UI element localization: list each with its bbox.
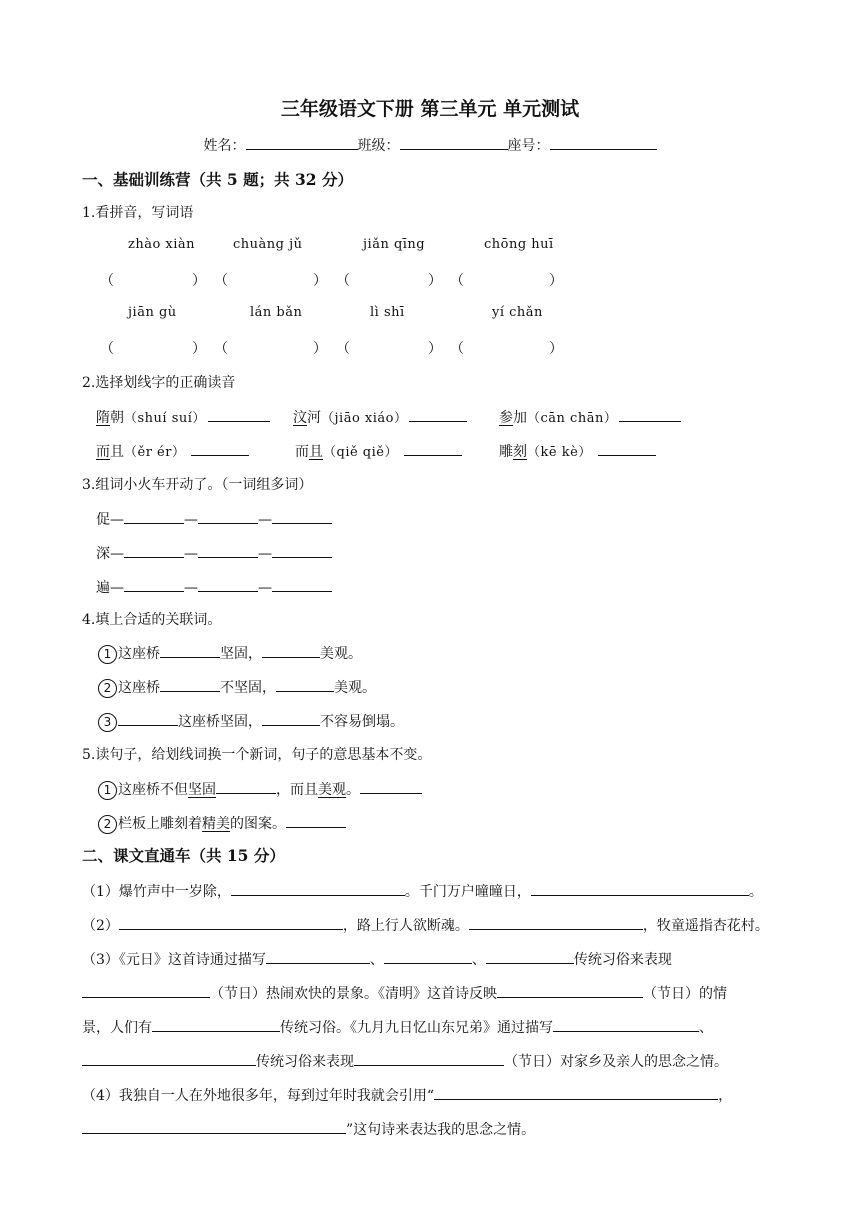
answer-blank[interactable] (384, 948, 472, 964)
answer-blank[interactable] (354, 1050, 504, 1066)
char: 朝 (110, 410, 124, 426)
answer-blank[interactable] (152, 1016, 280, 1032)
s2-item-3-line3 (82, 1016, 713, 1037)
answer-blank[interactable] (82, 1050, 256, 1066)
q4-sentence-1 (98, 642, 362, 664)
pinyin-6: lán bǎn (250, 305, 303, 320)
s2-item-4-line2 (82, 1118, 535, 1139)
text: 美观。 (334, 680, 376, 696)
text: （3）《元日》这首诗通过描写 (82, 952, 266, 968)
answer-blank[interactable] (272, 542, 332, 558)
q2-item-1 (96, 406, 270, 427)
answer-blank[interactable] (497, 982, 643, 998)
dash: — (184, 580, 198, 596)
dash: — (184, 512, 198, 528)
q3-row-1 (96, 508, 332, 529)
answer-blank[interactable] (404, 440, 462, 456)
q4-prompt: 4.填上合适的关联词。 (82, 612, 222, 628)
q3-row-2 (96, 542, 332, 563)
paren-close-7: ） (428, 341, 442, 357)
char: 深 (96, 546, 110, 562)
paren-open-8: （ (450, 341, 464, 357)
paren-open-5: （ (100, 341, 114, 357)
class-label: 班级： (357, 138, 400, 154)
circled-number: 2 (98, 815, 117, 834)
answer-blank[interactable] (82, 982, 210, 998)
text: 、 (369, 952, 384, 968)
text: （2） (82, 918, 119, 934)
student-info-line (0, 133, 860, 155)
name-label: 姓名： (203, 138, 246, 154)
underlined-word: 坚固 (188, 782, 216, 798)
q2-item-5 (295, 440, 462, 461)
answer-blank[interactable] (469, 914, 643, 930)
text: （节日）热闹欢快的景象。《清明》这首诗反映 (210, 986, 497, 1002)
q2-item-4 (96, 440, 249, 461)
text: 、 (699, 1020, 713, 1036)
dash: — (258, 580, 272, 596)
s2-item-4-line1 (82, 1084, 732, 1105)
paren-open-3: （ (336, 273, 350, 289)
circled-number: 3 (98, 713, 117, 732)
paren-open-7: （ (336, 341, 350, 357)
underlined-char: 参 (499, 410, 513, 426)
answer-blank[interactable] (160, 642, 220, 658)
paren-open-6: （ (214, 341, 228, 357)
answer-blank[interactable] (531, 880, 749, 896)
text: ，路上行人欲断魂。 (342, 918, 469, 934)
q4-sentence-3 (98, 710, 404, 732)
text: （节日）的情 (643, 986, 727, 1002)
q5-sentence-2 (98, 812, 346, 834)
circled-number: 1 (98, 645, 117, 664)
answer-blank[interactable] (262, 710, 320, 726)
text: 这座桥 (118, 680, 160, 696)
answer-blank[interactable] (198, 576, 258, 592)
paren-close-2: ） (313, 273, 327, 289)
pinyin-5: jiān gù (128, 305, 177, 320)
text: 传统习俗来表现 (256, 1054, 354, 1070)
char: 且 (110, 444, 124, 460)
answer-blank[interactable] (124, 576, 184, 592)
s2-item-3-line1 (82, 948, 672, 969)
dash: — (184, 546, 198, 562)
answer-blank[interactable] (198, 508, 258, 524)
q2-item-6 (499, 440, 656, 461)
answer-blank[interactable] (266, 948, 370, 964)
pinyin-8: yí chǎn (492, 305, 543, 320)
q5-sentence-1 (98, 778, 422, 800)
underlined-char: 隋 (96, 410, 110, 426)
answer-blank[interactable] (272, 576, 332, 592)
paren-close-3: ） (428, 273, 442, 289)
pinyin-options: （cān chān） (527, 411, 618, 426)
answer-blank[interactable] (119, 914, 343, 930)
section2-heading: 二、课文直通车（共 15 分） (82, 846, 285, 865)
paren-open-4: （ (450, 273, 464, 289)
text: 不坚固， (220, 680, 276, 696)
dash: — (110, 580, 124, 596)
answer-blank[interactable] (272, 508, 332, 524)
text: 这座桥不但 (118, 782, 188, 798)
text: 景，人们有 (82, 1020, 152, 1036)
text: （节日）对家乡及亲人的思念之情。 (504, 1054, 728, 1070)
answer-blank[interactable] (276, 676, 334, 692)
answer-blank[interactable] (82, 1118, 346, 1134)
answer-blank[interactable] (434, 1084, 718, 1100)
q4-sentence-2 (98, 676, 376, 698)
text: ，而且 (276, 782, 318, 798)
answer-blank[interactable] (124, 542, 184, 558)
dash: — (110, 546, 124, 562)
pinyin-7: lì shī (370, 305, 405, 320)
text: 、 (471, 952, 486, 968)
char: 雕 (499, 444, 513, 460)
underlined-char: 汶 (293, 410, 307, 426)
section1-heading: 一、基础训练营（共 5 题；共 32 分） (82, 170, 353, 189)
answer-blank[interactable] (216, 778, 276, 794)
class-blank[interactable] (400, 133, 508, 150)
text: ，牧童遥指杏花村。 (642, 918, 769, 934)
pinyin-3: jiǎn qīng (363, 237, 426, 252)
paren-close-4: ） (549, 273, 563, 289)
char: 遍 (96, 580, 110, 596)
underlined-word: 美观 (318, 782, 346, 798)
answer-blank[interactable] (553, 1016, 699, 1032)
answer-blank[interactable] (486, 948, 574, 964)
text: 。 (748, 884, 763, 900)
answer-blank[interactable] (160, 676, 220, 692)
answer-blank[interactable] (191, 440, 249, 456)
seat-blank[interactable] (550, 133, 657, 150)
answer-blank[interactable] (231, 880, 405, 896)
page-title: 三年级语文下册 第三单元 单元测试 (280, 98, 580, 120)
pinyin-options: （shuí suí） (124, 411, 206, 426)
text: 这座桥 (118, 646, 160, 662)
q5-prompt: 5.读句子，给划线词换一个新词，句子的意思基本不变。 (82, 747, 432, 763)
char: 促 (96, 512, 110, 528)
circled-number: 1 (98, 781, 117, 800)
answer-blank[interactable] (124, 508, 184, 524)
s2-item-3-line2 (82, 982, 727, 1003)
q2-item-3 (499, 406, 681, 427)
text: 传统习俗来表现 (573, 952, 672, 968)
q3-row-3 (96, 576, 332, 597)
text: 传统习俗。《九月九日忆山东兄弟》通过描写 (280, 1020, 553, 1036)
text: 。 (346, 782, 360, 798)
underlined-char: 且 (309, 444, 323, 460)
q2-prompt: 2.选择划线字的正确读音 (82, 375, 236, 391)
text: （1）爆竹声中一岁除， (82, 884, 231, 900)
text: 这座桥坚固， (178, 714, 262, 730)
answer-blank[interactable] (198, 542, 258, 558)
pinyin-1: zhào xiàn (128, 237, 196, 252)
pinyin-options: （jiāo xiáo） (321, 411, 408, 426)
answer-blank[interactable] (118, 710, 178, 726)
paren-close-6: ） (313, 341, 327, 357)
pinyin-options: （ěr ér） (124, 445, 186, 460)
dash: — (110, 512, 124, 528)
text: ， (718, 1088, 733, 1104)
name-blank[interactable] (246, 133, 358, 150)
char: 加 (513, 410, 527, 426)
paren-open-2: （ (214, 273, 228, 289)
q2-item-2 (293, 406, 467, 427)
q1-prompt: 1.看拼音，写词语 (82, 205, 194, 221)
dash: — (258, 546, 272, 562)
answer-blank[interactable] (619, 406, 681, 422)
pinyin-options: （qiě qiě） (323, 445, 398, 460)
text: 美观。 (320, 646, 362, 662)
q3-prompt: 3.组词小火车开动了。（一词组多词） (82, 477, 313, 493)
underlined-char: 而 (96, 444, 110, 460)
char: 河 (307, 410, 321, 426)
text: 。千门万户曈曈日， (404, 884, 531, 900)
answer-blank[interactable] (286, 812, 346, 828)
text: 坚固， (220, 646, 262, 662)
answer-blank[interactable] (598, 440, 656, 456)
answer-blank[interactable] (262, 642, 320, 658)
underlined-char: 刻 (513, 444, 527, 460)
answer-blank[interactable] (409, 406, 467, 422)
paren-close-8: ） (549, 341, 563, 357)
underlined-word: 精美 (202, 816, 230, 832)
text: 栏板上雕刻着 (118, 816, 202, 832)
text: （4）我独自一人在外地很多年，每到过年时我就会引用“ (82, 1088, 435, 1104)
circled-number: 2 (98, 679, 117, 698)
text: 的图案。 (230, 816, 286, 832)
s2-item-1 (82, 880, 763, 901)
pinyin-options: （kē kè） (527, 445, 592, 460)
paren-close-5: ） (192, 341, 206, 357)
paren-close-1: ） (192, 273, 206, 289)
pinyin-2: chuàng jǔ (233, 237, 303, 252)
pinyin-4: chōng huī (484, 237, 554, 252)
text: 不容易倒塌。 (320, 714, 404, 730)
seat-label: 座号： (507, 138, 550, 154)
answer-blank[interactable] (208, 406, 270, 422)
s2-item-2 (82, 914, 769, 935)
s2-item-3-line4 (82, 1050, 728, 1071)
dash: — (258, 512, 272, 528)
answer-blank[interactable] (360, 778, 422, 794)
text: ”这句诗来表达我的思念之情。 (346, 1122, 536, 1138)
char: 而 (295, 444, 309, 460)
paren-open-1: （ (100, 273, 114, 289)
